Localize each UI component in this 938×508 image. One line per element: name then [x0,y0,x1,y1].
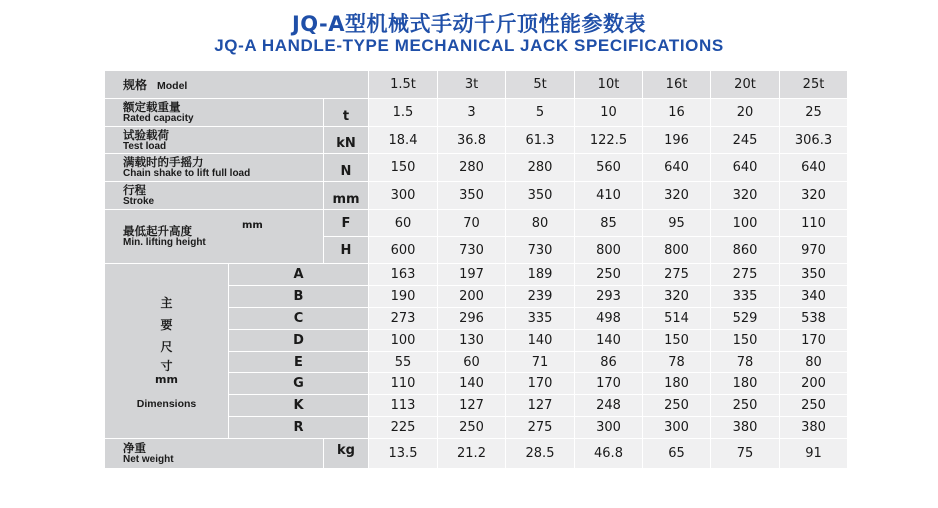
dimensions-cn-char: 要 [160,318,173,332]
stroke-label [105,182,324,210]
dimension-value: 170 [780,330,848,352]
test-load-value: 306.3 [780,127,848,154]
header-row [105,71,848,99]
test-load-label [105,127,324,154]
dimension-value: 189 [506,264,575,286]
min-height-f-value: 110 [780,210,848,237]
specifications-table [104,70,848,469]
stroke-value: 320 [780,182,848,210]
page-title-english: JQ-A HANDLE-TYPE MECHANICAL JACK SPECIFICATIONS [214,36,724,55]
test-load-value: 61.3 [506,127,575,154]
model-header-cell [105,71,369,99]
dimension-row-a [105,264,848,286]
dimension-value: 538 [780,308,848,330]
min-height-f-value: 70 [438,210,506,237]
net-weight-value: 75 [711,439,780,469]
dimension-value: 350 [780,264,848,286]
page-title-chinese: JQ-A型机械式手动千斤顶性能参数表 [291,12,647,36]
dimension-letter: D [229,330,369,352]
dimension-value: 275 [643,264,711,286]
rated-capacity-value: 5 [506,99,575,127]
rated-capacity-value: 3 [438,99,506,127]
rated-capacity-label-cn: 额定载重量 [123,100,181,114]
dimension-value: 250 [711,395,780,417]
dimension-value: 225 [369,417,438,439]
capacity-header: 10t [575,71,643,99]
dimension-letter: B [229,286,369,308]
dimension-value: 113 [369,395,438,417]
rated-capacity-row [105,99,848,127]
dimension-letter: A [229,264,369,286]
chain-shake-label-cn: 满载时的手摇力 [123,155,204,169]
dimension-value: 320 [643,286,711,308]
test-load-value: 36.8 [438,127,506,154]
model-label-cn: 规格 [123,78,148,92]
min-height-f-value: 80 [506,210,575,237]
dimension-value: 140 [506,330,575,352]
dimension-value: 340 [780,286,848,308]
dimension-value: 529 [711,308,780,330]
min-height-h-value: 970 [780,237,848,264]
rated-capacity-unit: t [324,99,369,127]
dimension-value: 150 [643,330,711,352]
test-load-value: 196 [643,127,711,154]
dimension-value: 170 [575,373,643,395]
min-height-f-value: 95 [643,210,711,237]
min-height-label-cn: 最低起升高度 [123,224,192,238]
test-load-value: 122.5 [575,127,643,154]
dimensions-unit: mm [155,373,178,386]
net-weight-value: 28.5 [506,439,575,469]
min-height-unit: mm [242,220,263,231]
chain-shake-value: 150 [369,154,438,182]
capacity-header: 3t [438,71,506,99]
dimension-value: 78 [711,352,780,373]
chain-shake-unit: N [324,154,369,182]
min-height-f-value: 100 [711,210,780,237]
chain-shake-value: 280 [438,154,506,182]
dimension-value: 127 [506,395,575,417]
chain-shake-value: 640 [780,154,848,182]
rated-capacity-value: 25 [780,99,848,127]
dimension-value: 100 [369,330,438,352]
dimension-letter: R [229,417,369,439]
dimension-value: 300 [643,417,711,439]
stroke-label-en: Stroke [123,196,155,207]
dimensions-cn-char: 主 [160,296,173,310]
stroke-value: 320 [643,182,711,210]
dimension-value: 60 [438,352,506,373]
dimension-letter: K [229,395,369,417]
dimension-value: 71 [506,352,575,373]
dimension-value: 380 [780,417,848,439]
dimension-value: 380 [711,417,780,439]
stroke-row [105,182,848,210]
dimension-value: 293 [575,286,643,308]
dimension-value: 80 [780,352,848,373]
dimension-letter: G [229,373,369,395]
test-load-label-en: Test load [123,140,167,152]
chain-shake-value: 560 [575,154,643,182]
test-load-row [105,127,848,154]
net-weight-row [105,439,848,469]
chain-shake-row [105,154,848,182]
dimension-value: 130 [438,330,506,352]
dimension-value: 250 [780,395,848,417]
dimension-value: 180 [711,373,780,395]
capacity-header: 20t [711,71,780,99]
dimension-letter: C [229,308,369,330]
model-label-en: Model [157,80,188,92]
dimension-value: 110 [369,373,438,395]
dimension-value: 197 [438,264,506,286]
chain-shake-value: 640 [643,154,711,182]
net-weight-label-cn: 净重 [123,441,146,455]
dimension-value: 86 [575,352,643,373]
stroke-value: 320 [711,182,780,210]
net-weight-value: 21.2 [438,439,506,469]
chain-shake-label [105,154,324,182]
min-height-h-value: 860 [711,237,780,264]
dimension-value: 55 [369,352,438,373]
dimensions-cn-char: 尺 [160,340,173,354]
dimension-value: 275 [711,264,780,286]
dimension-value: 200 [780,373,848,395]
stroke-value: 350 [438,182,506,210]
dimension-value: 140 [438,373,506,395]
dimension-value: 180 [643,373,711,395]
stroke-label-cn: 行程 [123,183,146,197]
stroke-value: 410 [575,182,643,210]
rated-capacity-value: 16 [643,99,711,127]
min-height-h-label: H [324,237,369,264]
stroke-value: 300 [369,182,438,210]
chain-shake-value: 640 [711,154,780,182]
dimension-letter: E [229,352,369,373]
net-weight-value: 91 [780,439,848,469]
dimension-value: 190 [369,286,438,308]
stroke-unit: mm [324,182,369,210]
dimension-value: 239 [506,286,575,308]
dimension-value: 273 [369,308,438,330]
min-height-h-value: 730 [506,237,575,264]
min-height-label-en: Min. lifting height [123,237,206,248]
dimensions-cn-char: 寸 [160,359,173,373]
dimensions-label [105,264,229,439]
net-weight-value: 13.5 [369,439,438,469]
min-height-f-row [105,210,848,237]
test-load-value: 18.4 [369,127,438,154]
test-load-unit: kN [324,127,369,154]
min-height-f-value: 85 [575,210,643,237]
chain-shake-value: 280 [506,154,575,182]
dimension-value: 200 [438,286,506,308]
dimension-value: 335 [711,286,780,308]
net-weight-value: 46.8 [575,439,643,469]
dimension-value: 514 [643,308,711,330]
min-height-f-value: 60 [369,210,438,237]
capacity-header: 25t [780,71,848,99]
dimension-value: 78 [643,352,711,373]
dimension-value: 248 [575,395,643,417]
chain-shake-label-en: Chain shake to lift full load [123,168,251,179]
min-height-f-label: F [324,210,369,237]
min-height-label [105,210,324,264]
test-load-label-cn: 试验载荷 [123,127,169,142]
stroke-value: 350 [506,182,575,210]
dimension-value: 250 [575,264,643,286]
min-height-h-value: 730 [438,237,506,264]
net-weight-label-en: Net weight [123,454,174,465]
test-load-value: 245 [711,127,780,154]
dimension-value: 335 [506,308,575,330]
capacity-header: 5t [506,71,575,99]
net-weight-label [105,439,324,469]
dimension-value: 140 [575,330,643,352]
dimension-value: 163 [369,264,438,286]
dimensions-label-en: Dimensions [136,398,197,410]
dimension-value: 127 [438,395,506,417]
net-weight-value: 65 [643,439,711,469]
dimension-value: 296 [438,308,506,330]
dimension-value: 498 [575,308,643,330]
rated-capacity-label-en: Rated capacity [123,113,194,124]
rated-capacity-value: 10 [575,99,643,127]
dimension-value: 300 [575,417,643,439]
rated-capacity-label [105,99,324,127]
dimension-value: 250 [438,417,506,439]
capacity-header: 1.5t [369,71,438,99]
dimension-value: 150 [711,330,780,352]
min-height-h-value: 600 [369,237,438,264]
min-height-h-value: 800 [575,237,643,264]
rated-capacity-value: 1.5 [369,99,438,127]
capacity-header: 16t [643,71,711,99]
min-height-h-value: 800 [643,237,711,264]
dimension-value: 275 [506,417,575,439]
dimension-value: 170 [506,373,575,395]
dimension-value: 250 [643,395,711,417]
net-weight-unit: kg [324,439,369,469]
rated-capacity-value: 20 [711,99,780,127]
